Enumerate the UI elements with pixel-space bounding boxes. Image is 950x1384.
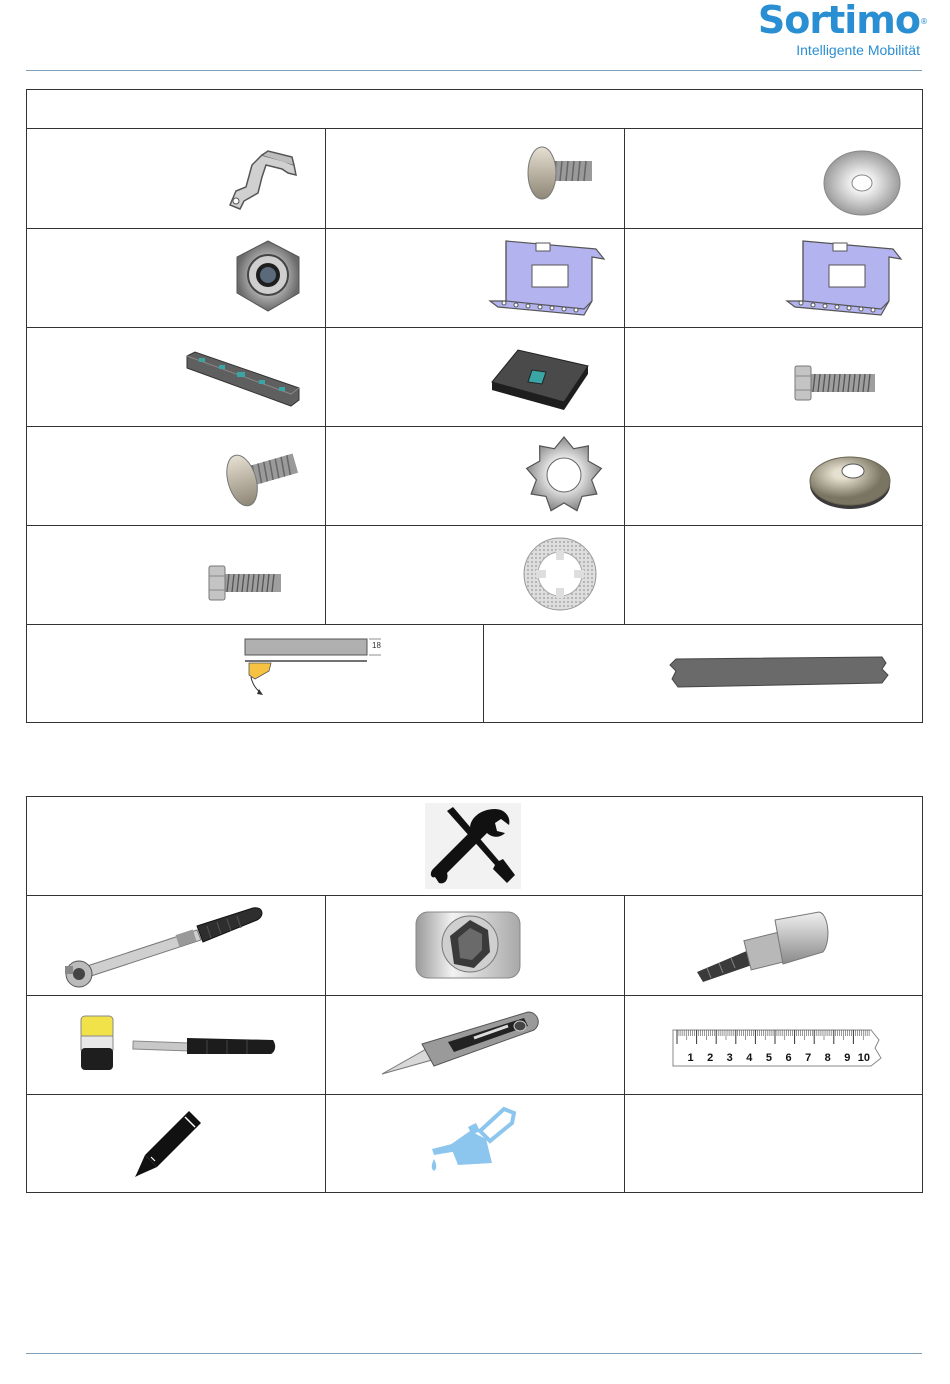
table-row (27, 128, 922, 228)
tools-table (26, 796, 923, 1193)
pen-icon (133, 1109, 203, 1179)
perforated-strip-icon (181, 348, 305, 414)
parts-table-header (27, 90, 922, 128)
carriage-bolt-icon (221, 439, 301, 509)
ruler-number: 1 (687, 1052, 694, 1064)
part-cell (27, 328, 325, 426)
parts-table (26, 89, 923, 723)
part-cell (325, 427, 624, 525)
tool-cell (325, 996, 624, 1094)
part-cell (624, 328, 923, 426)
part-cell (483, 625, 923, 723)
ruler-number: 9 (844, 1052, 851, 1064)
table-row (27, 624, 922, 723)
torx-bit-socket-icon (693, 906, 833, 986)
angle-bracket-icon (488, 235, 612, 321)
tool-cell (325, 896, 624, 995)
ruler-number: 2 (707, 1052, 714, 1064)
table-row (27, 1094, 922, 1193)
ruler-number: 7 (805, 1052, 812, 1064)
table-row (27, 995, 922, 1094)
carriage-bolt-icon (522, 141, 602, 211)
tool-cell-empty (624, 1095, 923, 1193)
tool-cell (27, 896, 325, 995)
lock-nut-icon (231, 239, 305, 313)
table-row (27, 327, 922, 426)
tool-cell (325, 1095, 624, 1193)
oil-can-icon (428, 1105, 518, 1175)
part-cell (27, 526, 325, 624)
footer-rule (26, 1353, 922, 1354)
sortimo-logo (750, 0, 927, 62)
brand-tagline: Intelligente Mobilität (796, 42, 920, 58)
edge-trim-diagram-icon (241, 637, 391, 707)
part-cell (27, 229, 325, 327)
tools-icon (425, 803, 521, 889)
part-cell (325, 129, 624, 228)
hex-bolt-icon (793, 362, 877, 406)
table-row (27, 228, 922, 327)
tool-cell (27, 1095, 325, 1193)
part-cell (325, 229, 624, 327)
ruler-number: 5 (765, 1052, 772, 1064)
grip-washer-icon (522, 536, 598, 612)
bent-bracket-icon (222, 143, 302, 213)
part-cell (624, 229, 923, 327)
hex-bolt-icon (207, 562, 283, 606)
sealing-washer-icon (807, 449, 893, 511)
soft-mallet-icon (71, 1012, 277, 1082)
part-cell (27, 129, 325, 228)
header-rule (26, 70, 922, 71)
registered-mark: ® (920, 17, 927, 26)
ruler-number: 10 (857, 1052, 870, 1064)
ruler-number: 6 (785, 1052, 792, 1064)
star-lock-washer-icon (522, 433, 606, 517)
table-row (27, 895, 922, 995)
rubber-strip-icon (668, 653, 894, 693)
ruler-number: 8 (824, 1052, 831, 1064)
angle-bracket-icon (785, 235, 909, 321)
part-cell (624, 129, 923, 228)
tool-cell (27, 996, 325, 1094)
ruler-icon (671, 1028, 883, 1068)
tool-cell (624, 996, 923, 1094)
torque-wrench-icon (57, 902, 267, 988)
ruler-number: 4 (746, 1052, 753, 1064)
table-row (27, 426, 922, 525)
table-row (27, 525, 922, 624)
part-cell (27, 427, 325, 525)
part-cell (624, 427, 923, 525)
utility-knife-icon (378, 1008, 544, 1080)
ruler-number: 3 (726, 1052, 733, 1064)
brand-name: Sortimo (757, 0, 920, 42)
square-hole-plate-icon (488, 344, 592, 416)
part-cell (325, 328, 624, 426)
flat-washer-icon (819, 147, 905, 217)
socket-icon (412, 906, 524, 984)
part-cell (325, 526, 624, 624)
tools-table-header (27, 797, 922, 895)
dimension-label: 18 (372, 641, 381, 650)
part-cell-empty (624, 526, 923, 624)
tool-cell (624, 896, 923, 995)
part-cell (27, 625, 483, 723)
